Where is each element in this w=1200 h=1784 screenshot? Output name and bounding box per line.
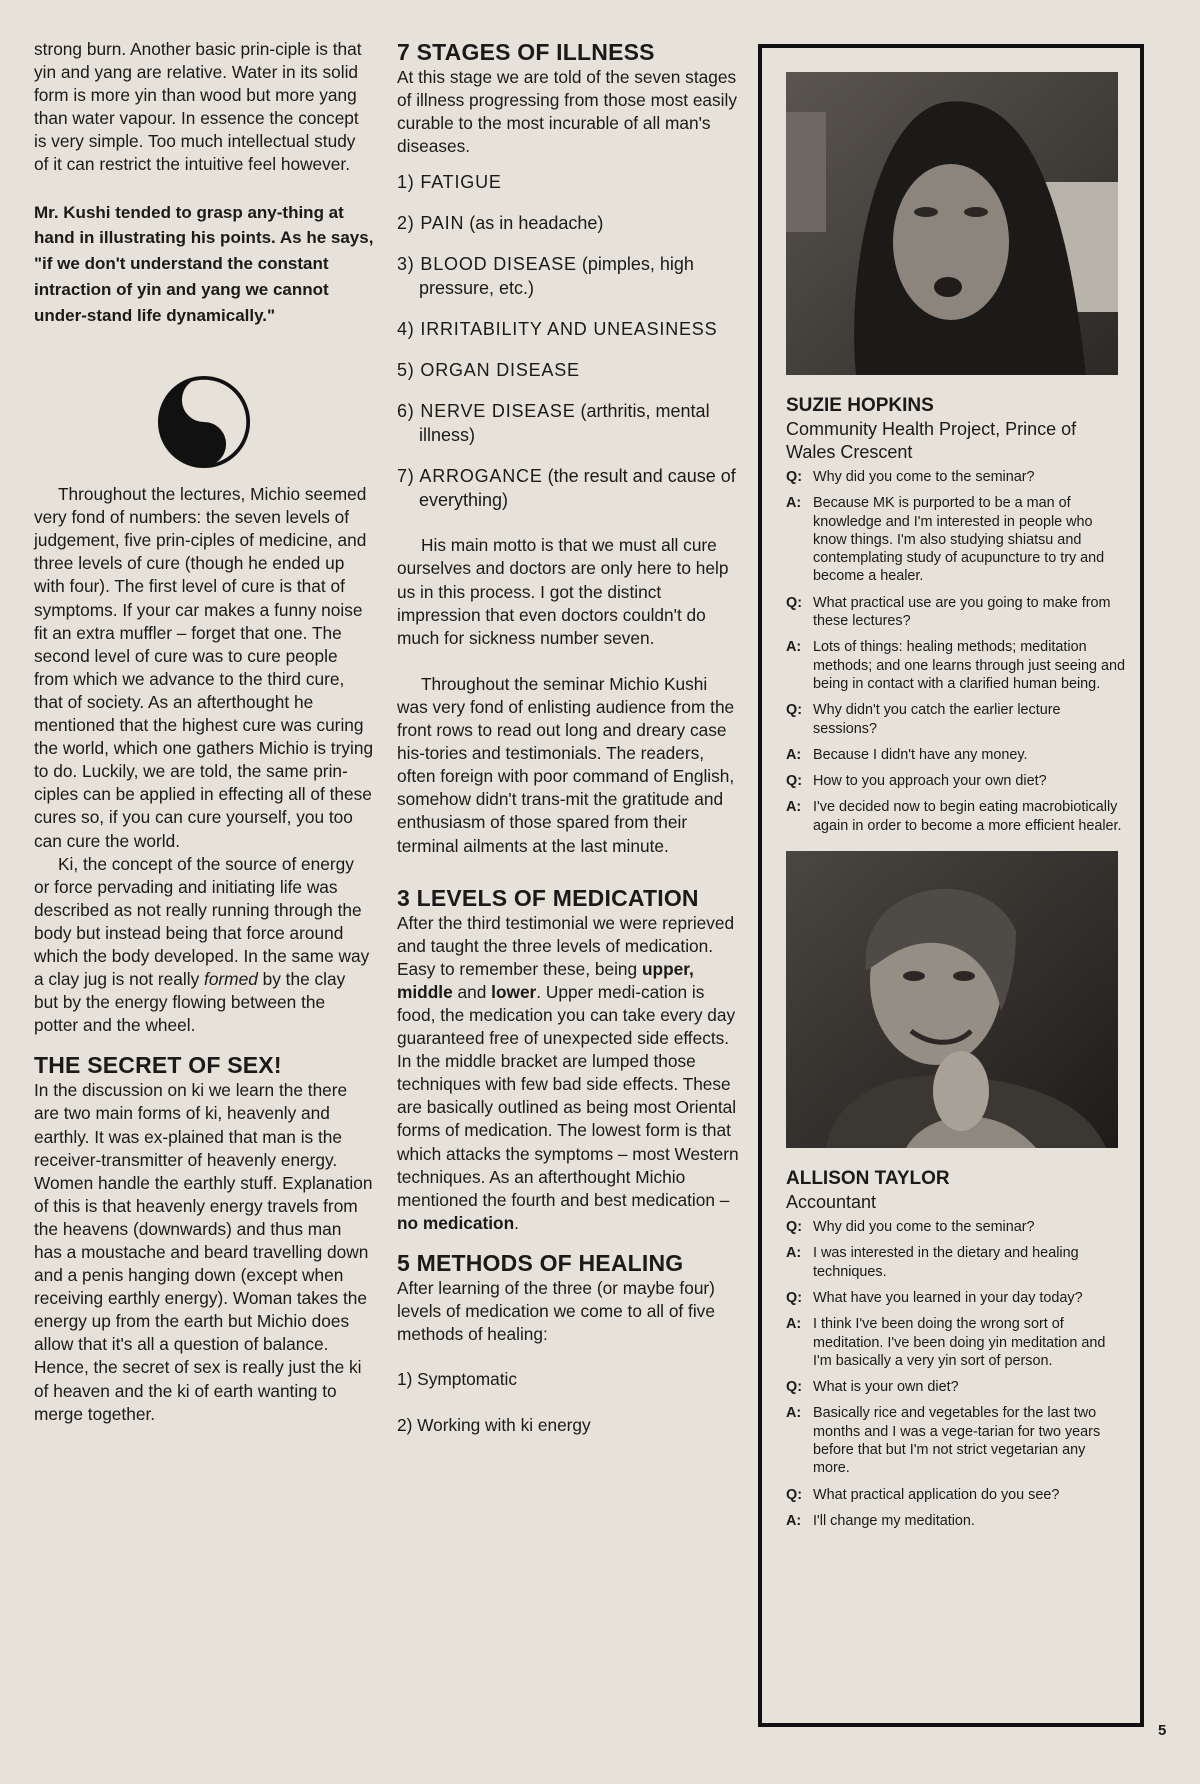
heading-7-stages: 7 STAGES OF ILLNESS: [397, 39, 655, 65]
qa-text: I'll change my meditation.: [813, 1512, 975, 1529]
qa-text: I was interested in the dietary and healing techniques.: [813, 1245, 1079, 1280]
qa-label: A:: [786, 495, 802, 512]
interview-qa-item: [786, 638, 1126, 693]
qa-text: Basically rice and vegetables for the last two months and I was a vege-tarian for two years before that but I'm not strict vegetarian any more.: [813, 1405, 1101, 1477]
portrait-photo-allison: [786, 851, 1118, 1148]
stage-item: 1) FATIGUE: [397, 172, 502, 193]
qa-text: What practical application do you see?: [813, 1486, 1060, 1503]
qa-label: A:: [786, 1512, 802, 1529]
stage-item: 4) IRRITABILITY AND UNEASINESS: [397, 319, 718, 340]
paragraph-motto: His main motto is that we must all cure ourselves and doctors are only here to help us in this process. I got the distinct impression that even doctors couldn't do much for sickness number seven.: [397, 535, 729, 648]
qa-label: Q:: [786, 1379, 802, 1396]
interview-qa-item: [786, 468, 1126, 486]
pull-quote: Mr. Kushi tended to grasp any-thing at hand in illustrating his points. As he says, "if we don't understand the constant intraction of yin and yang we cannot under-stand life dynamically.": [34, 202, 374, 326]
qa-text: I've decided now to begin eating macrobiotically again in order to become a more efficient healer.: [813, 799, 1122, 834]
qa-text: I think I've been doing the wrong sort of meditation. I've been doing yin meditation and I'm basically a very yin sort of person.: [813, 1316, 1106, 1369]
qa-label: Q:: [786, 594, 802, 611]
interview-qa-item: [786, 1378, 1126, 1396]
paragraph-seminar: Throughout the seminar Michio Kushi was very fond of enlisting audience from the front rows to read out long and dreary case his-tories and testimonials. The readers, often foreign with poor command of English, somehow didn't trans-mit the gratitude and enthusiasm of those spared from their terminal ailments at the last minute.: [397, 673, 735, 856]
interviewee-name: SUZIE HOPKINS: [786, 395, 934, 416]
stage-item: 2) PAIN (as in headache): [397, 213, 604, 234]
qa-label: Q:: [786, 469, 802, 485]
stage-item: 6) NERVE DISEASE (arthritis, mental illness): [397, 401, 710, 446]
page-number: 5: [1158, 1722, 1167, 1739]
qa-text: Because MK is purported to be a man of knowledge and I'm interested in people who know things. I'm also studying shiatsu and contemplating study of acupuncture to try and become a healer.: [813, 495, 1105, 585]
interview-qa-item: [786, 746, 1126, 764]
interview-qa-list: [786, 1218, 1126, 1530]
paragraph-intro: strong burn. Another basic prin-ciple is that yin and yang are relative. Water in its solid form is more yin than wood but more yang than water vapour. In essence the concept is very simple. Too much intellectual study of it can restrict the intuitive feel however.: [34, 39, 362, 175]
interview-qa-list: [786, 468, 1126, 835]
interview-qa-item: [786, 772, 1126, 790]
interview-qa-item: [786, 594, 1126, 631]
qa-label: A:: [786, 1316, 802, 1333]
method-item: 2) Working with ki energy: [397, 1415, 591, 1436]
heading-5-methods: 5 METHODS OF HEALING: [397, 1249, 684, 1276]
qa-text: What practical use are you going to make from these lectures?: [813, 594, 1111, 630]
paragraph-levels: After the third testimonial we were reprieved and taught the three levels of medication. Easy to remember these, being upper, middle and lower. Upper medi-cation is food, the medication you can take every day guaranteed free of unexpected side effects. In the middle bracket are lumped those techniques with few bad side effects. These are basically outlined as being most Oriental forms of medication. The lowest form is that which attacks the symptoms – most Western techniques. As an afterthought Michio mentioned the fourth and best medication – no medication.: [397, 912, 739, 1233]
interview-qa-item: [786, 1244, 1126, 1281]
qa-label: Q:: [786, 702, 802, 719]
qa-text: How to you approach your own diet?: [813, 773, 1047, 790]
stages-list: [397, 170, 742, 512]
qa-text: What have you learned in your day today?: [813, 1289, 1083, 1306]
portrait-photo-suzie: [786, 72, 1118, 375]
interview-qa-item: [786, 1486, 1126, 1504]
interviewee-role: Accountant: [786, 1192, 877, 1213]
paragraph-sex: In the discussion on ki we learn the there are two main forms of ki, heavenly and earthly. It was ex-plained that man is the receiver-transmitter of heavenly energy. Women handle the earthly stuff. Explanation of this is that heavenly energy travels from the heavens (downwards) and thus man has a moustache and beard travelling down and a penis hanging down (except when receiving earthly energy). Woman takes the energy up from the earth but Michio does allow that it's all a question of balance. Hence, the secret of sex is really just the ki of heaven and the ki of earth wanting to merge together.: [34, 1080, 373, 1424]
qa-label: A:: [786, 639, 802, 656]
interview-qa-item: [786, 1404, 1126, 1477]
stage-item: 5) ORGAN DISEASE: [397, 360, 580, 381]
stage-item: 7) ARROGANCE (the result and cause of everything): [397, 466, 736, 511]
qa-label: A:: [786, 1405, 802, 1422]
column-middle: [397, 38, 742, 1437]
interviewee-name: ALLISON TAYLOR: [786, 1168, 950, 1190]
qa-text: Why did you come to the seminar?: [813, 469, 1035, 485]
qa-text: Lots of things: healing methods; meditation methods; and one learns through just seeing and being in contact with a clarified human being.: [813, 639, 1126, 692]
yin-yang-icon: [157, 375, 251, 469]
interviewee-role: Community Health Project, Prince of Wales Crescent: [786, 419, 1077, 462]
qa-label: A:: [786, 746, 802, 763]
interview-qa-item: [786, 494, 1126, 585]
qa-text: Why didn't you catch the earlier lecture sessions?: [813, 702, 1061, 737]
paragraph-ki: Ki, the concept of the source of energy or force pervading and initiating life was described as not really running through the body but instead being that force around which the body developed. In the same way a clay jug is not really formed by the clay but by the energy flowing between the potter and the wheel.: [34, 853, 370, 1036]
qa-label: A:: [786, 799, 802, 816]
interview-qa-item: [786, 701, 1126, 738]
paragraph-numbers: Throughout the lectures, Michio seemed very fond of numbers: the seven levels of judgement, five prin-ciples of medicine, and three levels of cure (though he ended up with four). The first level of cure is that of symptoms. If your car makes a funny noise fit an extra muffler – forget that one. The second level of cure was to cure people from which we advance to the third cure, that of society. As an afterthought he mentioned that the highest cure was curing the world, which one gathers Michio is trying to do. Luckily, we are told, the same prin-ciples can be applied in effecting all of these cures so, if you can cure yourself, you too can cure the world.: [34, 484, 374, 851]
heading-secret-of-sex: THE SECRET OF SEX!: [34, 1052, 282, 1079]
column-left: [34, 38, 374, 1426]
qa-label: Q:: [786, 1289, 802, 1306]
qa-text: Why did you come to the seminar?: [813, 1219, 1035, 1236]
interview-qa-item: [786, 798, 1126, 835]
stage-item: 3) BLOOD DISEASE (pimples, high pressure, etc.): [397, 254, 694, 299]
interview-qa-item: [786, 1218, 1126, 1236]
paragraph-stages-intro: At this stage we are told of the seven stages of illness progressing from those most easily curable to the most incurable of all man's diseases.: [397, 67, 738, 157]
qa-label: Q:: [786, 1219, 802, 1236]
interview-qa-item: [786, 1512, 1126, 1530]
paragraph-methods: After learning of the three (or maybe four) levels of medication we come to all of five methods of healing:: [397, 1277, 715, 1345]
interview-qa-item: [786, 1289, 1126, 1307]
method-item: 1) Symptomatic: [397, 1369, 518, 1390]
qa-text: What is your own diet?: [813, 1379, 959, 1396]
interview-box: [758, 44, 1144, 1727]
qa-text: Because I didn't have any money.: [813, 746, 1028, 763]
heading-3-levels: 3 LEVELS OF MEDICATION: [397, 884, 699, 911]
qa-label: Q:: [786, 1486, 802, 1503]
interview-qa-item: [786, 1315, 1126, 1370]
qa-label: A:: [786, 1245, 802, 1262]
qa-label: Q:: [786, 773, 802, 790]
